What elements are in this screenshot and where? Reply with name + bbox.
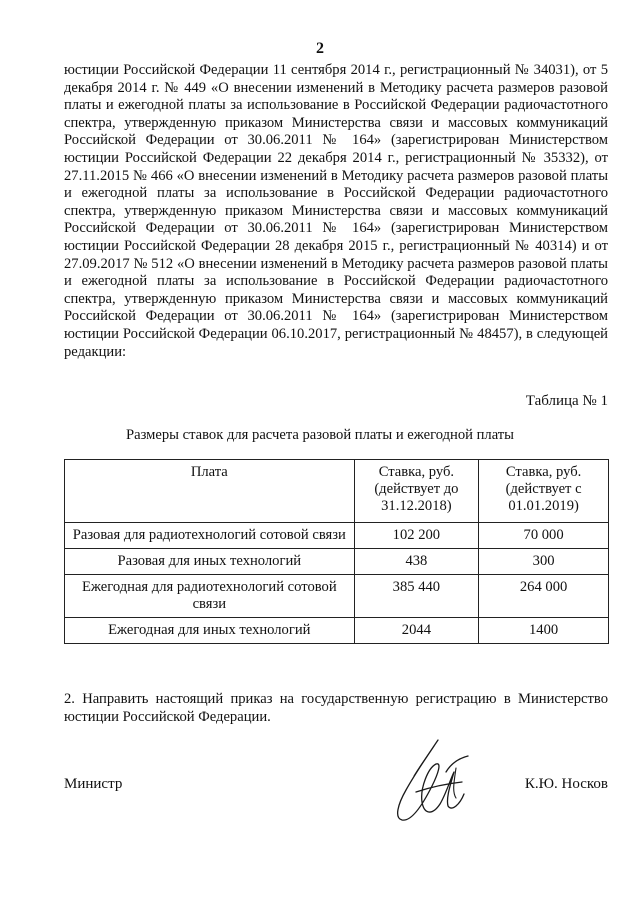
rate-from-2019: 264 000 <box>479 575 609 618</box>
signatory-title: Министр <box>64 776 123 792</box>
rate-from-2019: 1400 <box>479 618 609 644</box>
intro-paragraph: юстиции Российской Федерации 11 сентября 2014 г., регистрационный № 34031), от 5 декабря 2014 г. № 449 «О внесении изменений в Методику расчета размеров разовой платы и ежегодной платы за использование в Российской Федерации радиочастотного спектра, утвержденную приказом Министерства связи и массовых коммуникаций Российской Федерации от 30.06.2011 № 164» (зарегистрирован Министерством юстиции Российской Федерации 22 декабря 2014 г., регистрационный № 35332), от 27.11.2015 № 466 «О внесении изменений в Методику расчета размеров разовой платы и ежегодной платы за использование в Российской Федерации радиочастотного спектра, утвержденную приказом Министерства связи и массовых коммуникаций Российской Федерации от 30.06.2011 № 164» (зарегистрирован Министерством юстиции Российской Федерации 28 декабря 2015 г., регистрационный № 40314) и от 27.09.2017 № 512 «О внесении изменений в Методику расчета размеров разовой платы и ежегодной платы за использование в Российской Федерации радиочастотного спектра, утвержденную приказом Министерства связи и массовых коммуникаций Российской Федерации от 30.06.2011 № 164» (зарегистрирован Министерством юстиции Российской Федерации 06.10.2017, регистрационный № 48457), в следующей редакции: <box>64 62 608 360</box>
signatory-name: К.Ю. Носков <box>524 776 608 792</box>
table-row <box>65 618 609 644</box>
header-rate-from-2019: Ставка, руб. (действует с 01.01.2019) <box>479 460 609 523</box>
rate-from-2019: 70 000 <box>479 523 609 549</box>
fee-name: Ежегодная для радиотехнологий сотовой связи <box>65 575 355 618</box>
header-rate-until-2018: Ставка, руб. (действует до 31.12.2018) <box>354 460 479 523</box>
fee-name: Ежегодная для иных технологий <box>65 618 355 644</box>
table-caption: Таблица № 1 <box>525 393 608 409</box>
table-header-row <box>65 460 609 523</box>
rate-until-2018: 438 <box>354 549 479 575</box>
header-fee: Плата <box>65 460 355 523</box>
fee-name: Разовая для иных технологий <box>65 549 355 575</box>
signature-image <box>376 732 480 832</box>
rate-until-2018: 2044 <box>354 618 479 644</box>
table-row <box>65 523 609 549</box>
paragraph-2: 2. Направить настоящий приказ на государственную регистрацию в Министерство юстиции Российской Федерации. <box>64 691 608 725</box>
table-row <box>65 575 609 618</box>
table-title: Размеры ставок для расчета разовой платы и ежегодной платы <box>126 427 514 443</box>
rate-until-2018: 385 440 <box>354 575 479 618</box>
rate-until-2018: 102 200 <box>354 523 479 549</box>
table-row <box>65 549 609 575</box>
rate-from-2019: 300 <box>479 549 609 575</box>
fee-name: Разовая для радиотехнологий сотовой связи <box>65 523 355 549</box>
page-number: 2 <box>316 40 324 57</box>
rates-table <box>64 459 609 644</box>
